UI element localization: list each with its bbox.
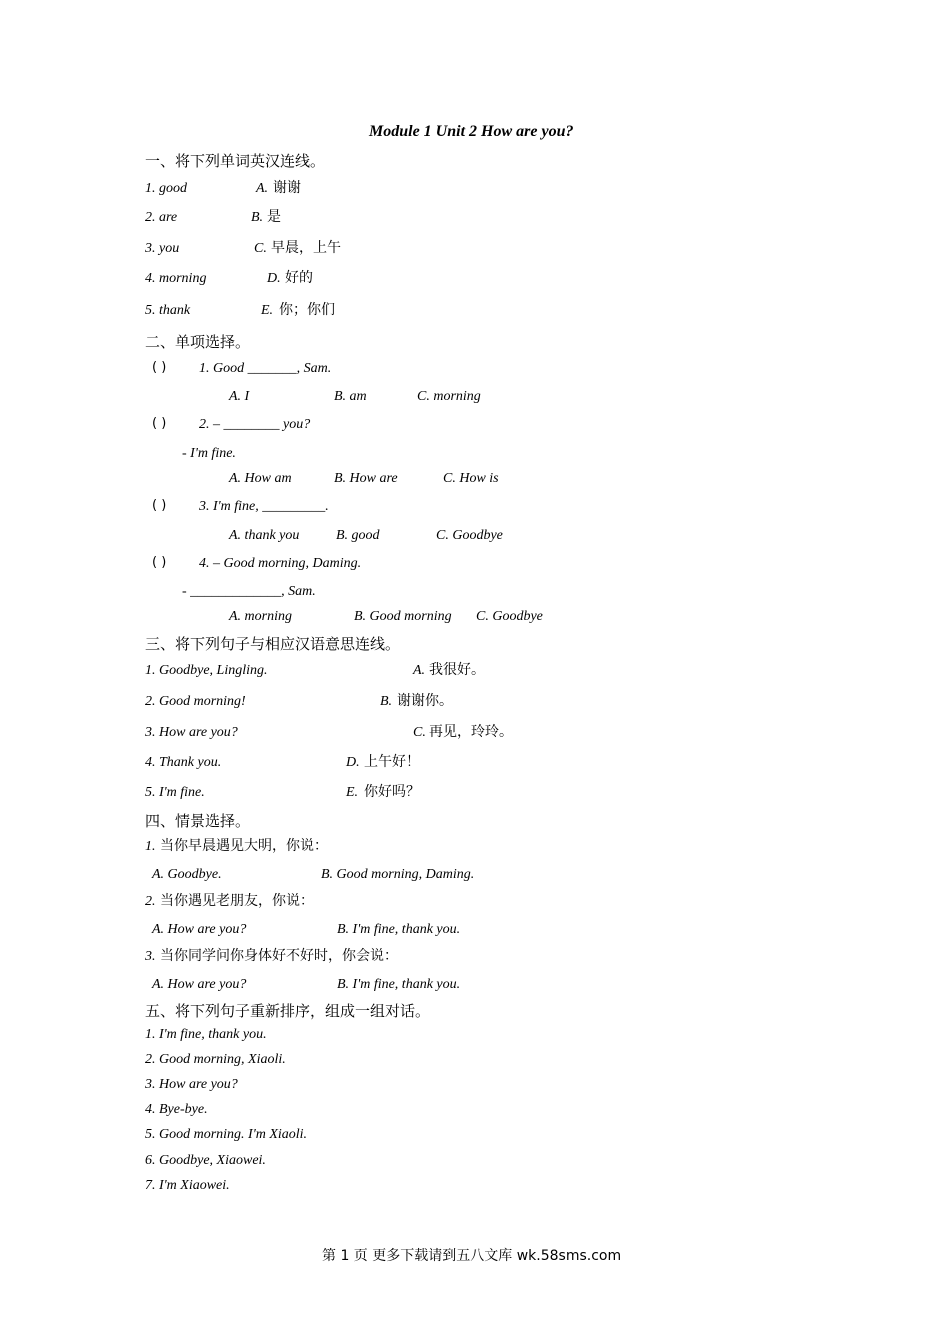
section-4-heading: 四、情景选择。 <box>145 812 251 830</box>
question-number: 2. <box>145 894 156 909</box>
s3-right-text: 上午好！ <box>364 754 420 770</box>
page-title: Module 1 Unit 2 How are you? <box>369 123 574 140</box>
question-stem: 当你遇见老朋友，你说： <box>160 893 314 909</box>
s1-right-letter: A. <box>256 181 269 196</box>
question-stem: 1. Good _______, Sam. <box>199 361 332 376</box>
option-a: A. I <box>229 389 250 404</box>
s3-right-letter: D. <box>346 755 360 770</box>
option-a: A. Goodbye. <box>152 867 222 882</box>
s1-right-letter: D. <box>267 271 281 286</box>
question-reply: - I'm fine. <box>182 446 236 461</box>
s3-right-text: 谢谢你。 <box>397 693 453 709</box>
option-a: A. How are you? <box>152 922 247 937</box>
s3-right-letter: E. <box>346 785 359 800</box>
s1-right-text: 好的 <box>285 270 313 286</box>
answer-blank: ( ) <box>152 360 167 375</box>
question-stem: 4. – Good morning, Daming. <box>199 556 362 571</box>
question-number: 3. <box>145 949 156 964</box>
option-a: A. thank you <box>229 528 300 543</box>
section-3-heading: 三、将下列句子与相应汉语意思连线。 <box>145 635 401 653</box>
answer-blank: ( ) <box>152 555 167 570</box>
option-b: B. good <box>336 528 380 543</box>
s3-right-text: 再见，玲玲。 <box>429 724 513 740</box>
s3-right-letter: A. <box>413 663 426 678</box>
s3-right-letter: B. <box>380 694 393 709</box>
s3-left-item: 3. How are you? <box>145 725 238 740</box>
option-b: B. I'm fine, thank you. <box>337 977 461 992</box>
question-reply: - _____________, Sam. <box>182 584 316 599</box>
s3-right-text: 我很好。 <box>429 662 485 678</box>
s1-right-letter: C. <box>254 241 267 256</box>
question-stem: 当你同学问你身体好不好时，你会说： <box>160 948 398 964</box>
s1-right-text: 是 <box>267 209 281 225</box>
question-stem: 3. I'm fine, _________. <box>199 499 329 514</box>
s1-right-letter: B. <box>251 210 264 225</box>
option-c: C. Goodbye <box>476 609 543 624</box>
option-a: A. How am <box>229 471 292 486</box>
s1-left-item: 4. morning <box>145 271 207 286</box>
question-number: 1. <box>145 839 156 854</box>
s1-left-item: 1. good <box>145 181 187 196</box>
list-item: 5. Good morning. I'm Xiaoli. <box>145 1127 308 1142</box>
section-1-heading: 一、将下列单词英汉连线。 <box>145 152 326 170</box>
option-b: B. am <box>334 389 367 404</box>
s3-left-item: 5. I'm fine. <box>145 785 205 800</box>
list-item: 7. I'm Xiaowei. <box>145 1178 230 1193</box>
s3-left-item: 2. Good morning! <box>145 694 246 709</box>
s1-right-letter: E. <box>261 303 274 318</box>
s1-right-text: 早晨，上午 <box>271 240 341 256</box>
s3-right-letter: C. <box>413 725 426 740</box>
question-stem: 当你早晨遇见大明，你说： <box>160 838 328 854</box>
list-item: 1. I'm fine, thank you. <box>145 1027 267 1042</box>
s1-left-item: 2. are <box>145 210 178 225</box>
s1-right-text: 谢谢 <box>273 180 301 196</box>
option-c: C. Goodbye <box>436 528 503 543</box>
list-item: 6. Goodbye, Xiaowei. <box>145 1153 266 1168</box>
s1-right-text: 你；你们 <box>279 302 335 318</box>
answer-blank: ( ) <box>152 498 167 513</box>
list-item: 3. How are you? <box>145 1077 238 1092</box>
s1-left-item: 5. thank <box>145 303 191 318</box>
option-c: C. morning <box>417 389 481 404</box>
question-stem: 2. – ________ you? <box>199 417 311 432</box>
list-item: 2. Good morning, Xiaoli. <box>145 1052 286 1067</box>
option-b: B. How are <box>334 471 398 486</box>
answer-blank: ( ) <box>152 416 167 431</box>
option-b: B. I'm fine, thank you. <box>337 922 461 937</box>
option-a: A. How are you? <box>152 977 247 992</box>
section-2-heading: 二、单项选择。 <box>145 333 251 351</box>
s1-left-item: 3. you <box>145 241 180 256</box>
s3-left-item: 4. Thank you. <box>145 755 222 770</box>
s3-right-text: 你好吗？ <box>364 784 420 800</box>
page-footer: 第 1 页 更多下载请到五八文库 wk.58sms.com <box>322 1248 622 1264</box>
section-5-heading: 五、将下列句子重新排序，组成一组对话。 <box>145 1002 431 1020</box>
list-item: 4. Bye-bye. <box>145 1102 208 1117</box>
option-b: B. Good morning, Daming. <box>321 867 475 882</box>
s3-left-item: 1. Goodbye, Lingling. <box>145 663 268 678</box>
option-c: C. How is <box>443 471 499 486</box>
option-b: B. Good morning <box>354 609 452 624</box>
option-a: A. morning <box>229 609 292 624</box>
